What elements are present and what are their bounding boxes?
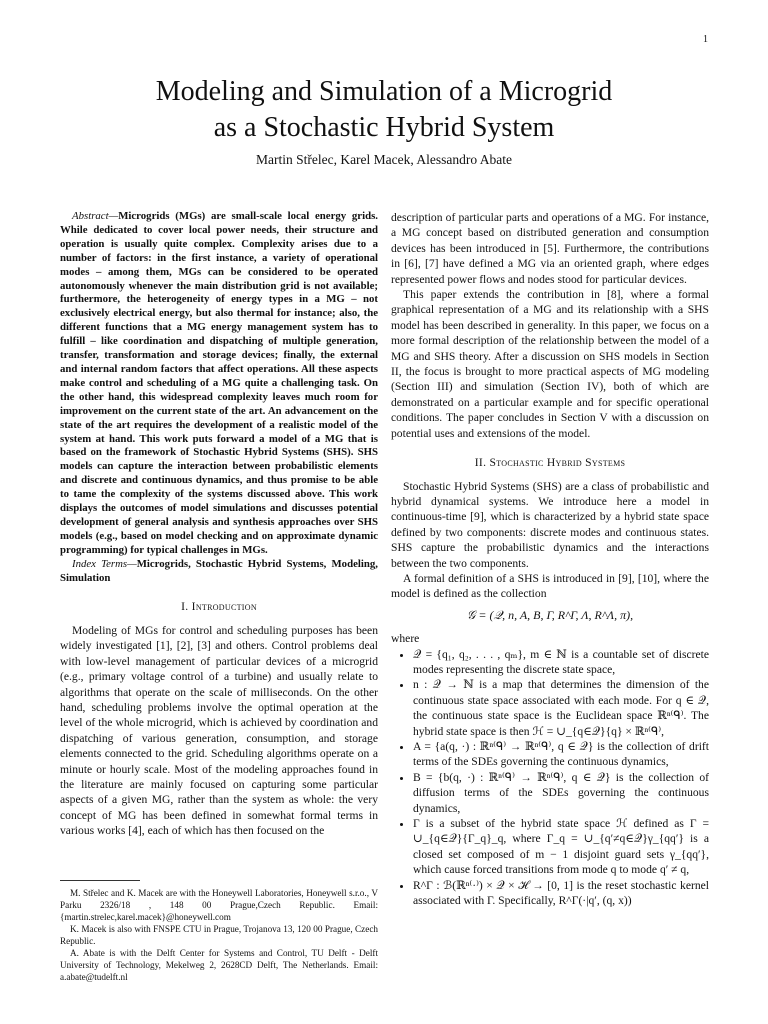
section-number: II. bbox=[474, 456, 490, 470]
right-paragraph-2: This paper extends the contribution in [8], where a formal graphical representation of a MG and its relationship with a SHS model has been described in generality. In this paper, we focus on a more formal description of the relationship between the model of a MG and SHS theory. After a discussion on SHS models in Section II, the focus is brought to more practical aspects of MG modeling (Section III) and simulation (Section IV), both of which are demonstrated on a particular example and for specific operational conditions. The paper concludes in Section V with a discussion on potential uses and extensions of the model. bbox=[391, 288, 709, 440]
footnote-1: M. Střelec and K. Macek are with the Honeywell Laboratories, Honeywell s.r.o., V Parku 2326/18 , 148 00 Prague,Czech Republic. Email: {martin.strelec,karel.macek}@honeywell.com bbox=[60, 888, 378, 922]
abstract-text: Microgrids (MGs) are small-scale local energy grids. While dedicated to cover local power needs, their structure and operation is usually quite complex. Complexity arises due to a number of factors: in the first instance, a variety of operational modes – among them, MGs can be considered to be operated autonomously whenever the main distribution grid is not available; furthermore, the heterogeneity of energy types in a MG – not exclusively electrical energy, but also thermal for instance; also, the different functions that a MG energy management system has to fulfill – like coordination and dispatching of multiple generation, transfer, transformation and storage devices; finally, the external and internal random factors that affect operations. All these aspects make control and scheduling of a MG quite a challenging task. On the other hand, this widespread complexity leaves much room for improvement on the current state of the art. An advancement on the state of the art requires the development of a realistic model of the system at hand. This work puts forward a model of a MG that is based on the framework of Stochastic Hybrid Systems (SHS). SHS models can capture the interaction between probabilistic elements and discrete and continuous dynamics, and thus promise to be able to tame the complexity of the systems discussed above. This work displays the outcomes of model simulations and discusses potential development of general analysis and synthesis approaches over SHS models (e.g., based on model checking and on approximate dynamic programming) for typical challenges in MGs. bbox=[60, 210, 378, 556]
left-column bbox=[60, 210, 378, 839]
list-item: • Γ is a subset of the hybrid state space ℋ defined as Γ = ∪_{q∈𝒬}{Γ_q}_q, where Γ_q = ∪_{q′≠q∈𝒬}γ_{qq′} is a closed set composed of m − 1 disjoint guard sets γ_{qq′}, which cause forced transitions from mode q to mode q′ ≠ q, bbox=[413, 816, 709, 878]
right-column bbox=[391, 210, 709, 908]
title-line-2: as a Stochastic Hybrid System bbox=[213, 112, 555, 143]
shs-paragraph-2: A formal definition of a SHS is introduced in [9], [10], where the model is defined as the collection bbox=[391, 571, 709, 601]
definition-list bbox=[391, 647, 709, 909]
footnote-2: K. Macek is also with FNSPE CTU in Prague, Trojanova 13, 120 00 Prague, Czech Republic. bbox=[60, 924, 378, 946]
paper-title bbox=[0, 74, 768, 146]
section-heading-shs bbox=[391, 455, 709, 470]
abstract-lead: Abstract— bbox=[72, 210, 119, 222]
shs-paragraph-1: Stochastic Hybrid Systems (SHS) are a class of probabilistic and hybrid dynamical systems. We introduce here a model in continuous-time [9], which is characterized by a hybrid state space defined by two components: discrete modes and continuous states. SHS capture the probabilistic dynamics and the interactions between the two components. bbox=[391, 479, 709, 570]
intro-paragraph: Modeling of MGs for control and scheduling purposes has been widely investigated [1], [2], [3] and others. Control problems deal with low-level management of particular devices of a microgrid (e.g., primary voltage control of a turbine) and usually relate to algorithms that operate on the scale of milliseconds. On the other hand, scheduling problems involve the optimal operation at the level of the whole microgrid, which is achieved by coordination and dispatching of various generation, consumption, and storage elements connected to the grid. Scheduling algorithms operate on a minute or hourly scale. Most of the modeling approaches found in the literature are mainly focused on capturing some particular aspects of a given MG, rather than the system as whole: the very concept of MG has been defined in somewhat formal terms in various works [4], each of which has then focused on the bbox=[60, 623, 378, 838]
section-title: Introduction bbox=[191, 600, 257, 614]
index-terms-lead: Index Terms— bbox=[72, 557, 137, 570]
list-item: • 𝒬 = {q₁, q₂, . . . , qₘ}, m ∈ ℕ is a countable set of discrete modes representing the discrete state space, bbox=[413, 647, 709, 678]
list-item: • B = {b(q, ·) : ℝⁿ⁽ᑫ⁾ → ℝⁿ⁽ᑫ⁾, q ∈ 𝒬} is the collection of diffusion terms of the SDEs governing the continuous dynamics, bbox=[413, 770, 709, 816]
section-title: Stochastic Hybrid Systems bbox=[489, 456, 626, 470]
footnote-rule bbox=[60, 880, 140, 881]
list-item: • n : 𝒬 → ℕ is a map that determines the dimension of the continuous state space associated with each mode. For q ∈ 𝒬, the continuous state space is the Euclidean space ℝⁿ⁽ᑫ⁾. The hybrid state space is then ℋ = ∪_{q∈𝒬}{q} × ℝⁿ⁽ᑫ⁾, bbox=[413, 677, 709, 739]
where-label: where bbox=[391, 632, 420, 646]
index-terms bbox=[60, 558, 378, 586]
list-item: • R^Γ : ℬ(ℝⁿ⁽·⁾) × 𝒬 × ℋ → [0, 1] is the reset stochastic kernel associated with Γ. Specifically, R^Γ(·|q′, (q, x)) bbox=[413, 878, 709, 909]
shs-formula: 𝒢 = (𝒬, n, A, B, Γ, R^Γ, Λ, R^Λ, π), bbox=[466, 607, 634, 622]
right-paragraph-1: description of particular parts and operations of a MG. For instance, a MG concept based on distributed generation and consumption devices has been introduced in [5]. Furthermore, the contributions in [6], [7] have defined a MG via an oriented graph, where edges represented power flows and nodes stood for particular devices. bbox=[391, 211, 709, 286]
footnote-3: A. Abate is with the Delft Center for Systems and Control, TU Delft - Delft University of Technology, Mekelweg 2, 2628CD Delft, The Netherlands. Email: a.abate@tudelft.nl bbox=[60, 948, 378, 982]
authors: Martin Střelec, Karel Macek, Alessandro Abate bbox=[255, 152, 513, 167]
abstract bbox=[60, 210, 378, 558]
footnotes bbox=[60, 880, 378, 983]
section-heading-introduction bbox=[60, 599, 378, 614]
page-number: 1 bbox=[703, 34, 708, 45]
title-line-1: Modeling and Simulation of a Microgrid bbox=[155, 76, 613, 107]
list-item: • A = {a(q, ·) : ℝⁿ⁽ᑫ⁾ → ℝⁿ⁽ᑫ⁾, q ∈ 𝒬} is the collection of drift terms of the SDEs governing the continuous dynamics, bbox=[413, 739, 709, 770]
index-terms-text: Microgrids, Stochastic Hybrid Systems, Modeling, Simulation bbox=[60, 557, 378, 584]
section-number: I. bbox=[181, 600, 192, 614]
